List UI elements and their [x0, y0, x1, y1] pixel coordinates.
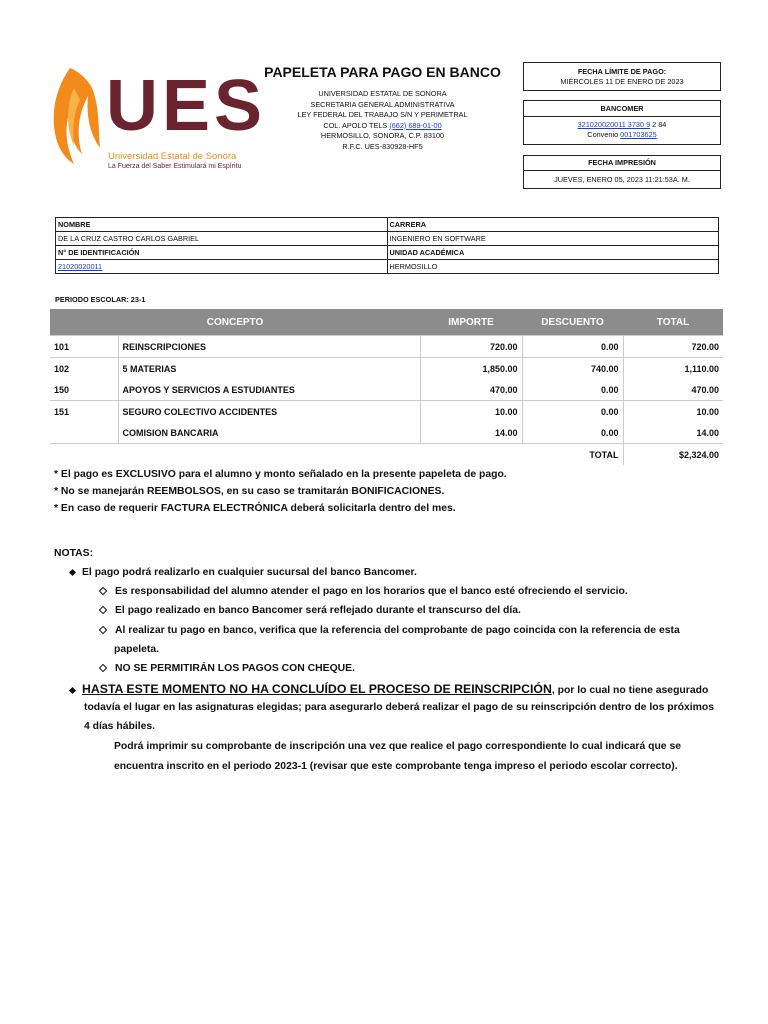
nota-main-2-rest: , por lo cual no tiene asegurado: [551, 685, 709, 696]
header-descuento: DESCUENTO: [522, 309, 623, 336]
nota-sub: [100, 625, 720, 636]
nota-sub: [100, 663, 355, 674]
row-total: 720.00: [623, 336, 723, 358]
row-descuento: 0.00: [522, 422, 623, 444]
header-importe: IMPORTE: [420, 309, 522, 336]
university-address: [255, 89, 510, 153]
phone-link[interactable]: (662) 689-01-00: [389, 120, 442, 130]
row-descuento: 0.00: [522, 401, 623, 423]
bancomer-box: [523, 100, 721, 145]
charges-table: [50, 309, 723, 465]
fecha-impresion-label: FECHA IMPRESIÓN: [524, 156, 720, 171]
address-line: LEY FEDERAL DEL TRABAJO S/N Y PERIMETRAL: [297, 110, 468, 120]
address-line: SECRETARIA GENERAL ADMINISTRATIVA: [310, 99, 455, 109]
tels-prefix: COL. APOLO TELS: [323, 120, 390, 130]
bancomer-reference: [524, 120, 720, 129]
id-cell: [56, 260, 388, 274]
row-importe: 720.00: [420, 336, 522, 358]
nota-main-2-line2: todavía el lugar en las asignaturas elegidas; para asegurarlo deberá realizar el pago de su reinscripción dentro de los próximos: [84, 702, 714, 713]
fecha-limite-box: [523, 62, 721, 91]
nota-sub-text: El pago realizado en banco Bancomer será reflejado durante el transcurso del día.: [115, 605, 521, 616]
nota-main-2-underlined: HASTA ESTE MOMENTO NO HA CONCLUÍDO EL PROCESO DE REINSCRIPCIÓN: [82, 682, 552, 696]
row-concept: REINSCRIPCIONES: [118, 336, 420, 358]
notas-label: NOTAS:: [54, 548, 94, 559]
nota-main-2: [70, 682, 708, 696]
row-importe: 470.00: [420, 379, 522, 401]
row-code: 150: [54, 384, 70, 395]
hollow-diamond-bullet-icon: [99, 664, 107, 672]
reference-link[interactable]: 321020020011 3730 9: [577, 120, 651, 129]
diamond-bullet-icon: [69, 687, 76, 694]
row-concept: SEGURO COLECTIVO ACCIDENTES: [118, 401, 420, 423]
nota-sub-text: Es responsabilidad del alumno atender el pago en los horarios que el banco esté ofreciendo el servicio.: [115, 586, 628, 597]
row-total: 470.00: [623, 379, 723, 401]
hollow-diamond-bullet-icon: [99, 606, 107, 614]
row-code: 151: [50, 401, 118, 423]
convenio-link[interactable]: 001703625: [620, 130, 657, 139]
row-total: 1,110.00: [623, 358, 723, 380]
row-concept: APOYOS Y SERVICIOS A ESTUDIANTES: [118, 379, 420, 401]
nota-main-1-text: El pago podrá realizarlo en cualquier sucursal del banco Bancomer.: [82, 567, 417, 578]
unidad-value: HERMOSILLO: [387, 260, 719, 274]
logo-university-name: Universidad Estatal de Sonora: [108, 151, 237, 162]
periodo-escolar: PERIODO ESCOLAR: 23-1: [55, 295, 146, 304]
convenio-line: [524, 130, 720, 139]
fecha-impresion-value: JUEVES, ENERO 05, 2023 11:21:53A. M.: [554, 175, 690, 184]
fecha-limite-label: FECHA LÍMITE DE PAGO:: [577, 67, 667, 76]
row-descuento: 0.00: [522, 336, 623, 358]
row-concept: 5 MATERIAS: [118, 358, 420, 380]
nota-sub-continuation: papeleta.: [114, 644, 160, 655]
logo-motto: La Fuerza del Saber Estimulará mi Espíritu: [108, 163, 242, 170]
row-importe: 14.00: [420, 422, 522, 444]
header-concepto: CONCEPTO: [50, 309, 420, 336]
fecha-limite-value: MIÉRCOLES 11 DE ENERO DE 2023: [560, 77, 684, 86]
id-link[interactable]: 21020020011: [58, 262, 103, 271]
convenio-label: Convenio: [587, 130, 621, 139]
address-line: UNIVERSIDAD ESTATAL DE SONORA: [318, 89, 447, 98]
carrera-value: INGENIERO EN SOFTWARE: [387, 232, 719, 246]
carrera-label: CARRERA: [387, 218, 719, 232]
row-code: 101: [50, 336, 118, 358]
table-row: [50, 336, 723, 358]
nota-sub-text: Al realizar tu pago en banco, verifica que la referencia del comprobante de pago coincida con la referencia de esta: [115, 625, 680, 636]
warning-line: * No se manejarán REEMBOLSOS, en su caso se tramitarán BONIFICACIONES.: [54, 486, 445, 497]
nota-main-1: [70, 567, 417, 578]
final-note-line1: Podrá imprimir su comprobante de inscripción una vez que realice el pago correspondiente lo cual indicará que se: [114, 741, 682, 752]
warning-line: * El pago es EXCLUSIVO para el alumno y monto señalado en la presente papeleta de pago.: [54, 469, 507, 480]
row-code: [50, 422, 118, 444]
row-code: 102: [50, 358, 118, 380]
table-header-row: [50, 309, 723, 336]
header-total: TOTAL: [623, 309, 723, 336]
nota-sub: [100, 605, 521, 616]
reference-rest: 2 84: [650, 120, 667, 129]
total-value: $2,324.00: [623, 444, 723, 466]
final-note-line2: encuentra inscrito en el periodo 2023-1 (revisar que este comprobante tenga impreso el periodo escolar correcto).: [114, 761, 678, 772]
id-label: N° DE IDENTIFICACIÓN: [56, 246, 388, 260]
table-row: [50, 401, 723, 423]
total-row: [50, 444, 723, 466]
total-label: TOTAL: [522, 444, 623, 466]
nombre-value: DE LA CRUZ CASTRO CARLOS GABRIEL: [56, 232, 388, 246]
table-row: [50, 358, 723, 380]
unidad-label: UNIDAD ACADÉMICA: [387, 246, 719, 260]
row-concept: COMISION BANCARIA: [118, 422, 420, 444]
bancomer-label: BANCOMER: [524, 101, 720, 117]
warning-line: * En caso de requerir FACTURA ELECTRÓNICA deberá solicitarla dentro del mes.: [54, 503, 456, 514]
table-row: [50, 422, 723, 444]
hollow-diamond-bullet-icon: [99, 626, 107, 634]
warnings: [54, 469, 724, 520]
fecha-impresion-box: [523, 155, 721, 189]
address-phone-line: [255, 121, 510, 132]
nombre-label: NOMBRE: [56, 218, 388, 232]
page-title: PAPELETA PARA PAGO EN BANCO: [264, 64, 501, 80]
nota-sub-text: NO SE PERMITIRÁN LOS PAGOS CON CHEQUE.: [115, 663, 355, 674]
row-descuento: 0.00: [522, 379, 623, 401]
table-row: [50, 379, 723, 401]
row-total: 10.00: [623, 401, 723, 423]
logo-letters: UES: [106, 66, 267, 146]
nota-main-2-line3: 4 días hábiles.: [84, 721, 156, 732]
row-total: 14.00: [623, 422, 723, 444]
row-importe: 10.00: [420, 401, 522, 423]
nota-sub: [100, 586, 628, 597]
row-importe: 1,850.00: [420, 358, 522, 380]
row-descuento: 740.00: [522, 358, 623, 380]
student-info-table: [55, 217, 719, 274]
diamond-bullet-icon: [69, 569, 76, 576]
hollow-diamond-bullet-icon: [99, 587, 107, 595]
address-city: HERMOSILLO, SONORA, C.P. 83100: [320, 131, 445, 141]
address-rfc: R.F.C. UES-830928-HF5: [342, 141, 423, 151]
ues-logo: [48, 58, 267, 188]
